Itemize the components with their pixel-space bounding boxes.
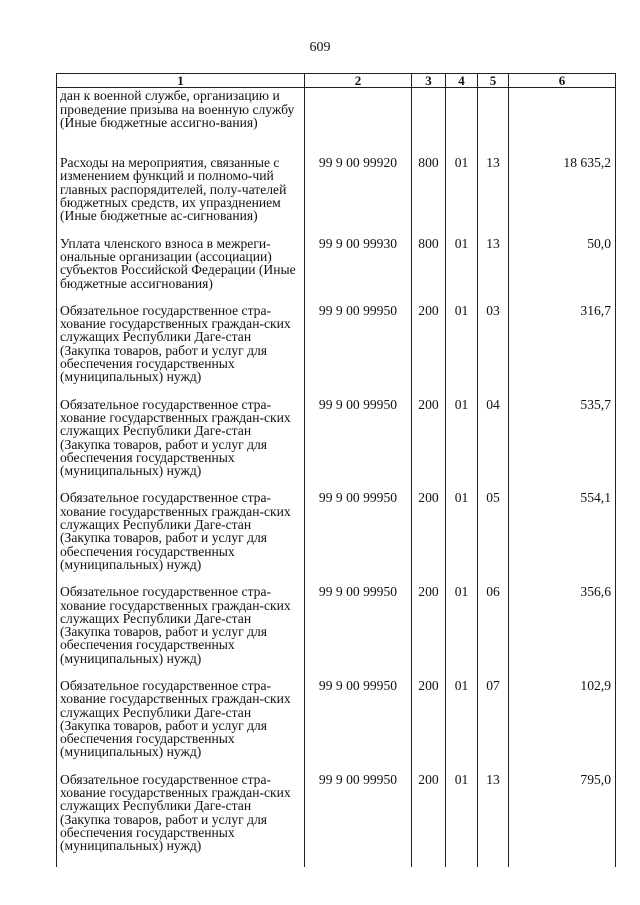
row-amount: 316,7 [509,304,616,398]
row-section: 01 [446,585,478,679]
budget-table [56,73,616,867]
row-amount: 50,0 [509,237,616,304]
row-subsection: 05 [478,491,509,585]
row-expense-type: 800 [412,237,446,304]
row-target-code: 99 9 00 99930 [305,237,412,304]
row-target-code: 99 9 00 99950 [305,398,412,492]
table-row [57,156,616,236]
row-section: 01 [446,398,478,492]
table-row [57,773,616,867]
column-header: 3 [412,74,446,88]
row-target-code: 99 9 00 99950 [305,304,412,398]
row-section: 01 [446,156,478,236]
row-section: 01 [446,679,478,773]
continuation-description: дан к военной службе, организацию и проведение призыва на военную службу (Иные бюджетные ассигно-вания) [57,88,305,156]
row-description: Уплата членского взноса в межреги-ональные организации (ассоциации) субъектов Российской Федерации (Иные бюджетные ассигнования) [57,237,305,304]
row-amount: 795,0 [509,773,616,867]
column-header: 1 [57,74,305,88]
table-row [57,237,616,304]
row-description: Обязательное государственное стра-хование государственных граждан-ских служащих Республики Даге-стан (Закупка товаров, работ и услуг для обеспечения государственных (муниципальных) нужд) [57,491,305,585]
table-row [57,679,616,773]
row-target-code: 99 9 00 99950 [305,679,412,773]
column-header: 2 [305,74,412,88]
row-expense-type: 200 [412,773,446,867]
row-amount: 356,6 [509,585,616,679]
row-description: Обязательное государственное стра-хование государственных граждан-ских служащих Республики Даге-стан (Закупка товаров, работ и услуг для обеспечения государственных (муниципальных) нужд) [57,304,305,398]
row-expense-type: 200 [412,304,446,398]
row-expense-type: 200 [412,491,446,585]
column-header: 6 [509,74,616,88]
row-description: Расходы на мероприятия, связанные с изменением функций и полномо-чий главных распорядителей, полу-чателей бюджетных средств, их упразднением (Иные бюджетные ас-сигнования) [57,156,305,236]
continuation-row [57,88,616,156]
row-section: 01 [446,773,478,867]
row-description: Обязательное государственное стра-хование государственных граждан-ских служащих Республики Даге-стан (Закупка товаров, работ и услуг для обеспечения государственных (муниципальных) нужд) [57,679,305,773]
row-target-code: 99 9 00 99920 [305,156,412,236]
row-expense-type: 200 [412,585,446,679]
row-section: 01 [446,491,478,585]
row-description: Обязательное государственное стра-хование государственных граждан-ских служащих Республики Даге-стан (Закупка товаров, работ и услуг для обеспечения государственных (муниципальных) нужд) [57,585,305,679]
table-row [57,491,616,585]
row-subsection: 13 [478,237,509,304]
row-subsection: 03 [478,304,509,398]
row-subsection: 07 [478,679,509,773]
row-amount: 554,1 [509,491,616,585]
row-target-code: 99 9 00 99950 [305,773,412,867]
row-amount: 535,7 [509,398,616,492]
table-row [57,585,616,679]
table-row [57,398,616,492]
column-header: 5 [478,74,509,88]
page-number: 609 [309,40,331,55]
table-body [57,88,616,867]
row-amount: 18 635,2 [509,156,616,236]
row-target-code: 99 9 00 99950 [305,491,412,585]
row-subsection: 04 [478,398,509,492]
row-subsection: 13 [478,773,509,867]
row-subsection: 13 [478,156,509,236]
table-header-row [57,74,616,88]
row-expense-type: 200 [412,679,446,773]
table-row [57,304,616,398]
row-description: Обязательное государственное стра-хование государственных граждан-ских служащих Республики Даге-стан (Закупка товаров, работ и услуг для обеспечения государственных (муниципальных) нужд) [57,398,305,492]
column-header: 4 [446,74,478,88]
row-expense-type: 200 [412,398,446,492]
row-target-code: 99 9 00 99950 [305,585,412,679]
row-expense-type: 800 [412,156,446,236]
row-section: 01 [446,304,478,398]
row-section: 01 [446,237,478,304]
row-description: Обязательное государственное стра-хование государственных граждан-ских служащих Республики Даге-стан (Закупка товаров, работ и услуг для обеспечения государственных (муниципальных) нужд) [57,773,305,867]
budget-table-container [56,73,615,867]
row-subsection: 06 [478,585,509,679]
row-amount: 102,9 [509,679,616,773]
